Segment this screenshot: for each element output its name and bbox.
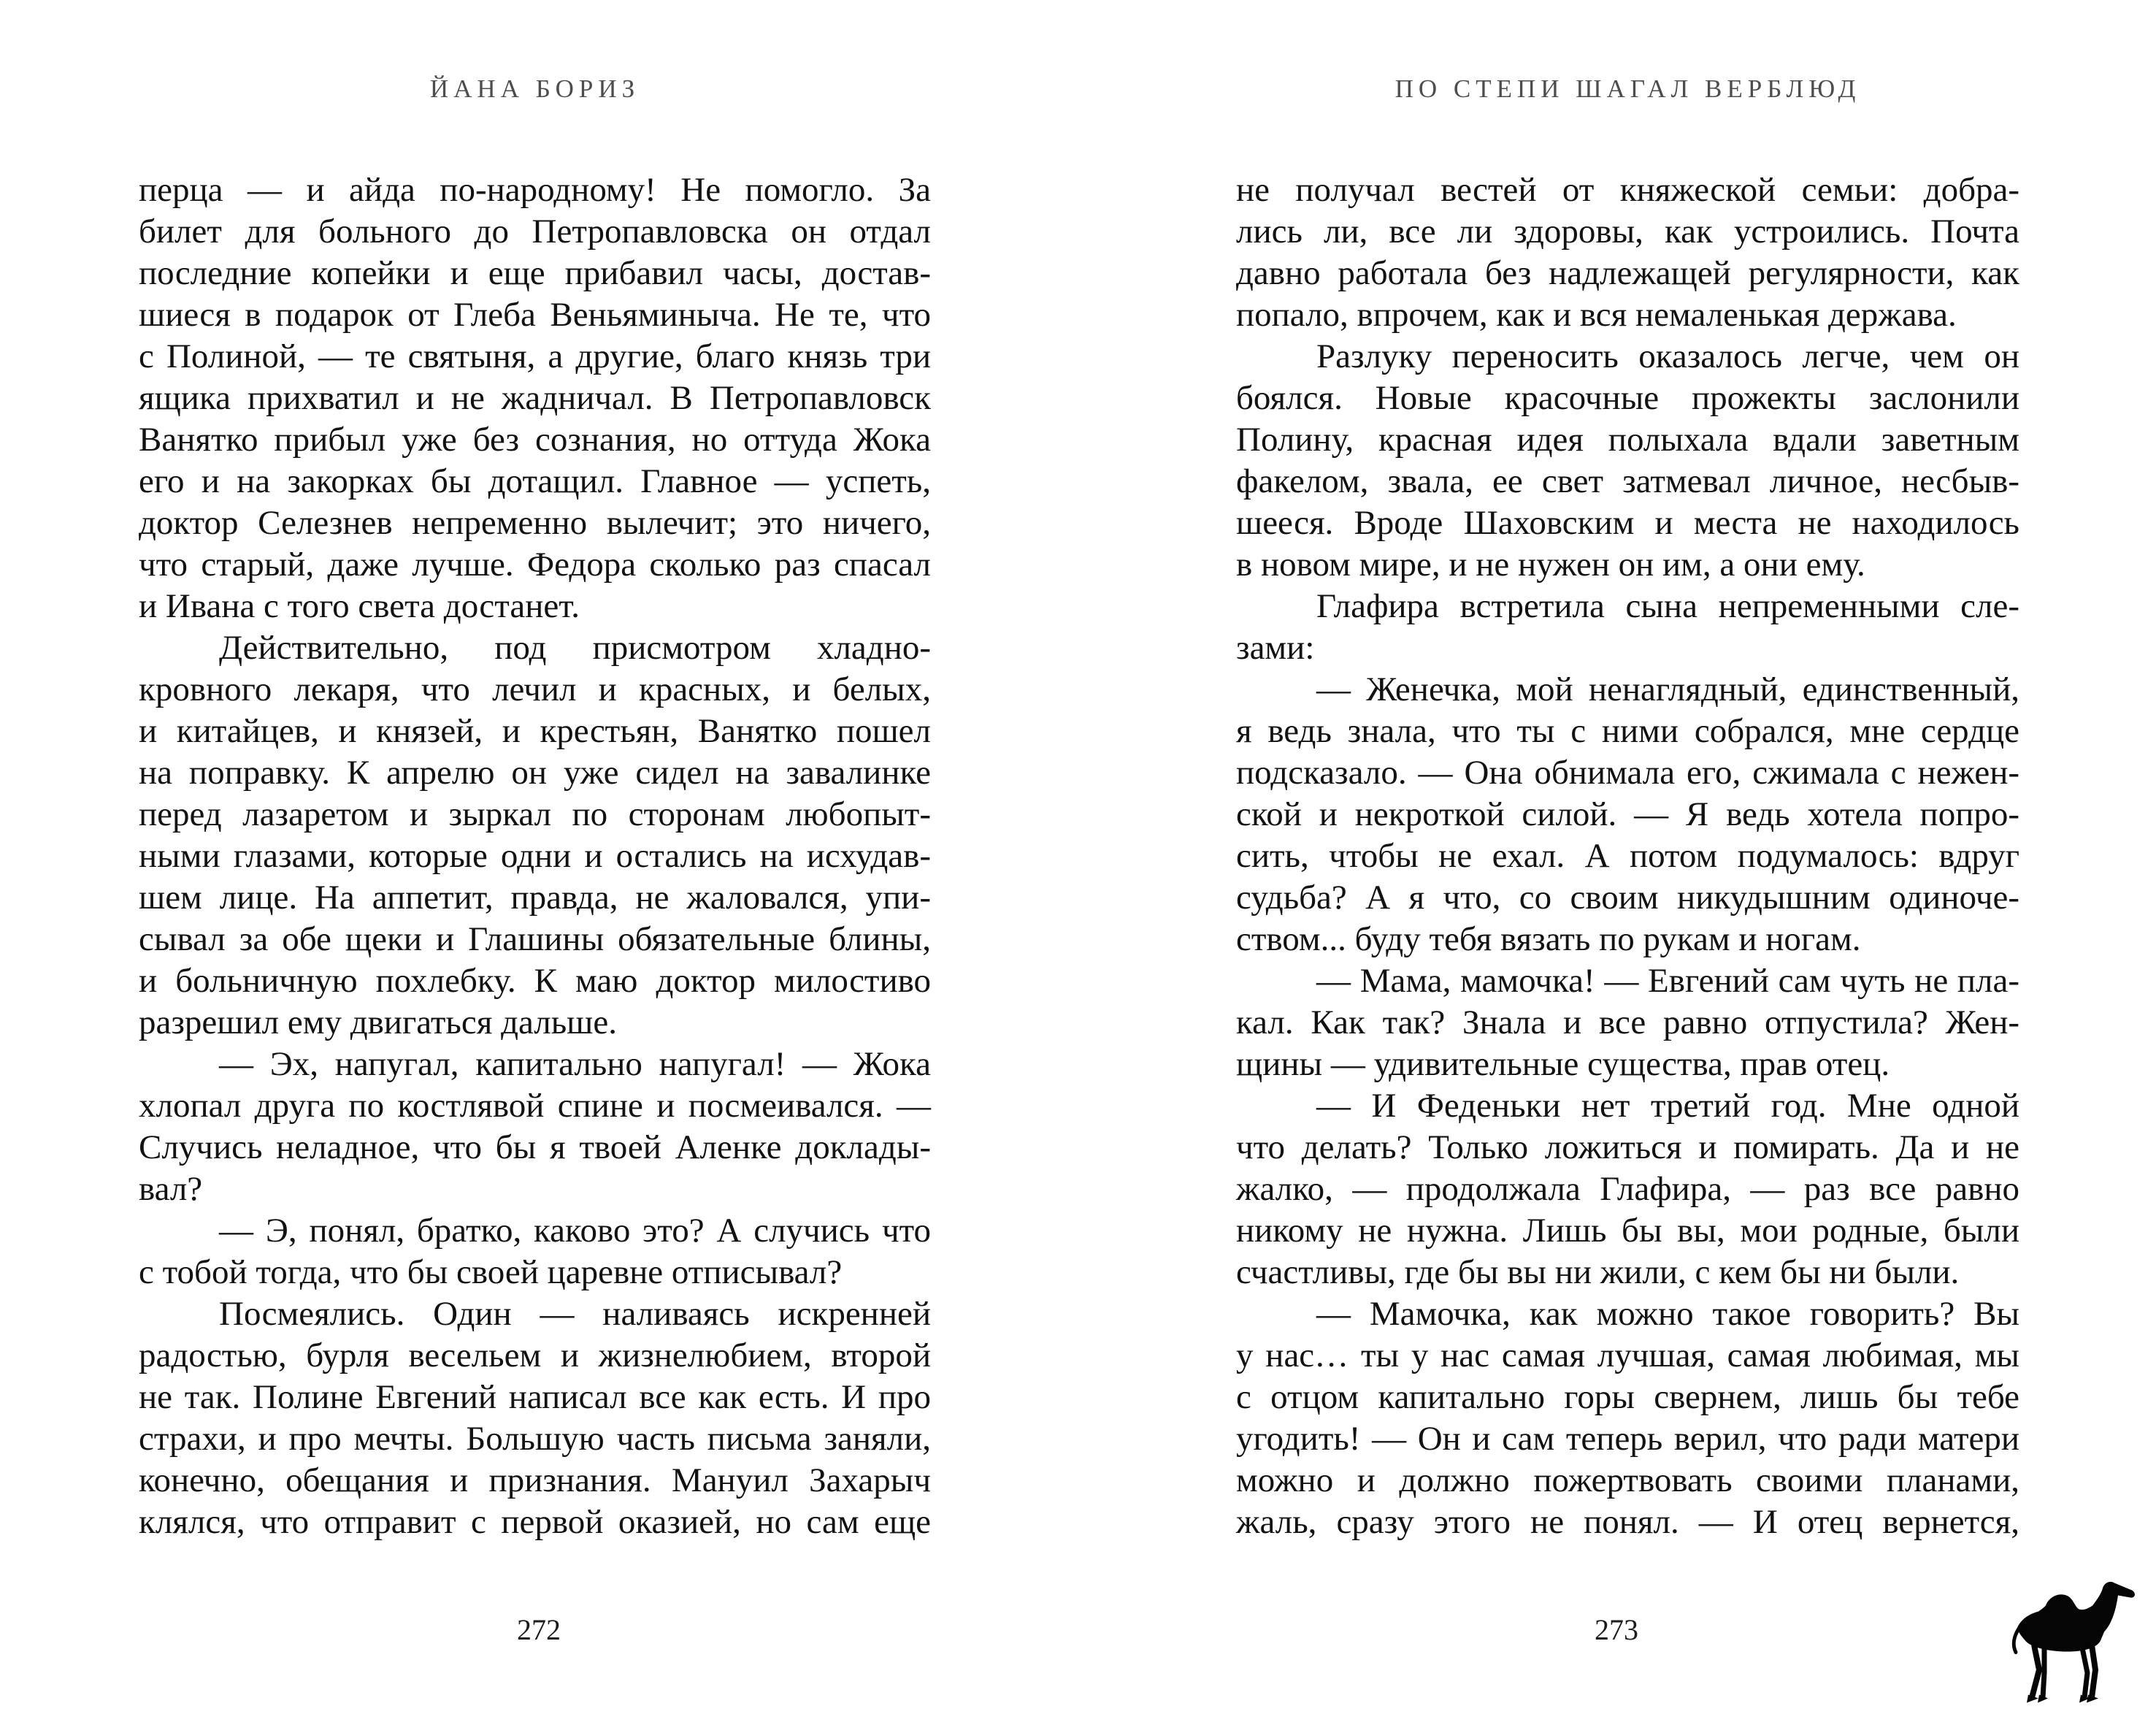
text-line: радостью, бурля весельем и жизнелюбием, второй [139,1336,931,1374]
camel-icon [1996,1576,2146,1718]
text-line: не получал вестей от княжеской семьи: добра- [1236,171,2019,209]
text-line: подсказало. — Она обнимала его, сжимала с нежен- [1236,754,2019,792]
camel-front-leg [2092,1645,2095,1698]
running-head-author: ЙАНА БОРИЗ [429,74,640,103]
text-line: перед лазаретом и зыркал по сторонам любопыт- [139,795,931,833]
text-line: перца — и айда по-народному! Не помогло. За [139,171,931,209]
text-line: сить, чтобы не ехал. А потом подумалось: вдруг [1236,837,2019,875]
text-line: что старый, даже лучше. Федора сколько раз спасал [139,546,931,584]
text-line: жаль, сразу этого не понял. — И отец вернется, [1236,1503,2019,1541]
text-line: ящика прихватил и не жадничал. В Петропавловск [139,379,931,417]
right-text-column [1236,169,2019,1543]
text-line: его и на закорках бы дотащил. Главное — успеть, [139,462,931,500]
text-line: давно работала без надлежащей регулярности, как [1236,254,2019,292]
text-line: и больничную похлебку. К маю доктор милостиво [139,962,931,1000]
text-line: жалко, — продолжала Глафира, — раз все равно [1236,1170,2019,1208]
text-line: с отцом капитально горы свернем, лишь бы тебе [1236,1378,2019,1416]
text-line: лись ли, все ли здоровы, как устроились. Почта [1236,213,2019,250]
text-line: — И Феденьки нет третий год. Мне одной [1316,1087,2019,1125]
right-page-number: 273 [1595,1613,1638,1646]
left-text-column [139,169,931,1543]
text-line: Случись неладное, что бы я твоей Аленке доклады- [139,1128,931,1166]
text-line: зами: [1236,629,1315,667]
text-line: — Женечка, мой ненаглядный, единственный, [1316,670,2019,708]
text-line: факелом, звала, ее свет затмевал личное, несбыв- [1236,462,2019,500]
text-line: — Эх, напугал, капитально напугал! — Жока [219,1045,931,1083]
text-line: кровного лекаря, что лечил и красных, и белых, [139,670,931,708]
text-line: щины — удивительные существа, прав отец. [1236,1045,1890,1083]
camel-body [2018,1582,2135,1652]
text-line: страхи, и про мечты. Большую часть письма заняли, [139,1420,931,1458]
text-line: — Э, понял, братко, каково это? А случись что [219,1212,931,1250]
text-line: что делать? Только ложиться и помирать. Да и не [1236,1128,2019,1166]
text-line: никому не нужна. Лишь бы вы, мои родные, были [1236,1212,2019,1250]
text-line: Полину, красная идея полыхала вдали заветным [1236,421,2019,459]
text-line: билет для больного до Петропавловска он отдал [139,213,931,250]
camel-hind-leg [2032,1645,2039,1698]
text-line: шиеся в подарок от Глеба Веньяминыча. Не те, что [139,296,931,334]
text-line: сывал за обе щеки и Глашины обязательные блины, [139,920,931,958]
text-line: судьба? А я что, со своим никудышним одиноче- [1236,879,2019,917]
text-line: я ведь знала, что ты с ними собрался, мне сердце [1236,712,2019,750]
text-line: — Мама, мамочка! — Евгений сам чуть не пла- [1316,962,2019,1000]
text-line: с Полиной, — те святыня, а другие, благо князь три [139,337,931,375]
text-line: попало, впрочем, как и вся немаленькая держава. [1236,296,1957,334]
text-line: разрешил ему двигаться дальше. [139,1003,617,1041]
text-line: Посмеялись. Один — наливаясь искренней [219,1295,931,1333]
text-line: и Ивана с того света достанет. [139,587,580,625]
text-line: доктор Селезнев непременно вылечит; это ничего, [139,504,931,542]
text-line: Разлуку переносить оказалось легче, чем он [1316,337,2019,375]
running-head-title: ПО СТЕПИ ШАГАЛ ВЕРБЛЮД [1395,74,1861,103]
text-line: конечно, обещания и признания. Мануил Захарыч [139,1461,931,1499]
text-line: Ванятко прибыл уже без сознания, но оттуда Жока [139,421,931,459]
text-line: можно и должно пожертвовать своими планами, [1236,1461,2019,1499]
text-line: угодить! — Он и сам теперь верил, что ради матери [1236,1420,2019,1458]
text-line: не так. Полине Евгений написал все как есть. И про [139,1378,931,1416]
text-line: шем лице. На аппетит, правда, не жаловался, упи- [139,879,931,917]
text-line: счастливы, где бы вы ни жили, с кем бы ни были. [1236,1253,1960,1291]
text-line: ской и некроткой силой. — Я ведь хотела попро- [1236,795,2019,833]
left-page-number: 272 [517,1613,561,1646]
text-line: в новом мире, и не нужен он им, а они ему. [1236,546,1865,584]
text-line: Действительно, под присмотром хладно- [219,629,931,667]
text-line: последние копейки и еще прибавил часы, достав- [139,254,931,292]
text-line: у нас… ты у нас самая лучшая, самая любимая, мы [1236,1336,2019,1374]
camel-tail [2014,1628,2019,1653]
text-line: ными глазами, которые одни и остались на исхудав- [139,837,931,875]
text-line: боялся. Новые красочные прожекты заслонили [1236,379,2019,417]
camel-front-leg [2082,1648,2087,1698]
text-line: ством... буду тебя вязать по рукам и ногам. [1236,920,1861,958]
text-line: — Мамочка, как можно такое говорить? Вы [1316,1295,2019,1333]
page-right [1078,0,2155,1725]
text-line: Глафира встретила сына непременными сле- [1316,587,2019,625]
text-line: вал? [139,1170,203,1208]
text-line: клялся, что отправит с первой оказией, но сам еще [139,1503,931,1541]
text-line: шееся. Вроде Шаховским и места не находилось [1236,504,2019,542]
text-line: кал. Как так? Знала и все равно отпустила? Жен- [1236,1003,2019,1041]
text-line: хлопал друга по костлявой спине и посмеивался. — [139,1087,931,1125]
text-line: с тобой тогда, что бы своей царевне отписывал? [139,1253,843,1291]
camel-hind-leg [2043,1648,2044,1698]
text-line: и китайцев, и князей, и крестьян, Ванятко пошел [139,712,931,750]
text-line: на поправку. К апрелю он уже сидел на завалинке [139,754,931,792]
